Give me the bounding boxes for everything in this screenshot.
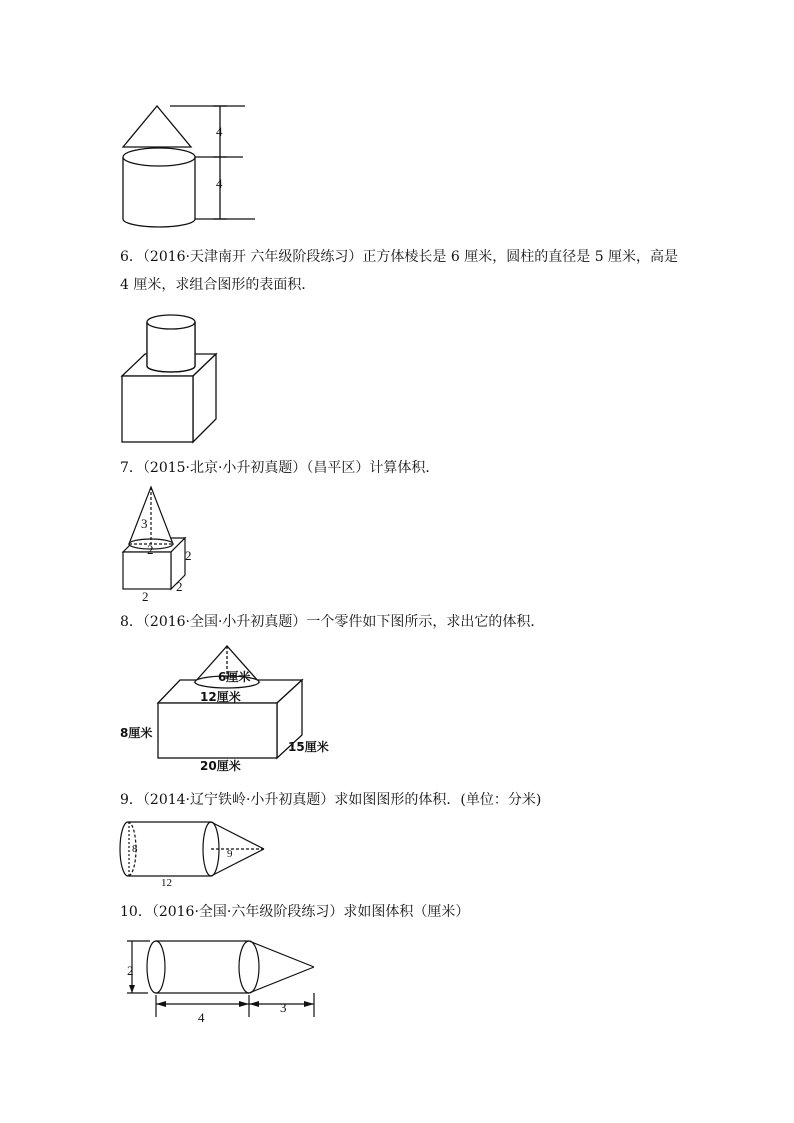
label-cone-length: 9 (227, 848, 233, 860)
label-cuboid-length: 20厘米 (200, 759, 241, 773)
figure-cylinder-with-cone (115, 815, 270, 890)
label-radius: 2 (127, 963, 134, 978)
label-cone-height: 3 (141, 516, 148, 531)
figure-cone-on-cylinder (110, 95, 270, 230)
figure-cylinder-on-cube (118, 308, 223, 448)
question-6-line2: 4 厘米，求组合图形的表面积． (120, 277, 316, 293)
label-cone-height: 4 (216, 124, 223, 139)
label-cone-diameter: 12厘米 (200, 690, 241, 704)
label-cylinder-length: 12 (161, 877, 172, 889)
figure-cylinder-cone-dimensions (120, 935, 325, 1030)
label-cuboid-height: 8厘米 (120, 726, 153, 740)
label-cuboid-width: 15厘米 (288, 740, 329, 754)
question-6-line1: 6．（2016·天津南开 六年级阶段练习）正方体棱长是 6 厘米，圆柱的直径是 5 厘米，高是 (120, 249, 679, 265)
question-6 (120, 243, 680, 299)
figure-cone-on-cuboid (118, 642, 343, 777)
label-cylinder-length: 4 (198, 1010, 205, 1025)
question-8: 8．（2016·全国·小升初真题）一个零件如下图所示，求出它的体积． (120, 614, 545, 630)
label-cylinder-height: 4 (216, 176, 223, 191)
label-cylinder-diameter: 8 (132, 843, 138, 855)
label-cone-height: 6厘米 (218, 670, 251, 684)
label-cube-depth: 2 (176, 579, 183, 594)
label-cone-length: 3 (280, 1000, 287, 1015)
question-9: 9．（2014·辽宁铁岭·小升初真题）求如图图形的体积．(单位：分米) (120, 792, 542, 808)
label-cube-side: 2 (185, 548, 192, 563)
label-cube-bottom: 2 (142, 589, 149, 604)
figure-cone-on-cube (115, 482, 200, 604)
question-7: 7．（2015·北京·小升初真题）（昌平区）计算体积． (120, 460, 440, 476)
question-10: 10．（2016·全国·六年级阶段练习）求如图体积（厘米） (120, 904, 470, 920)
label-cone-diameter: 2 (147, 542, 154, 557)
